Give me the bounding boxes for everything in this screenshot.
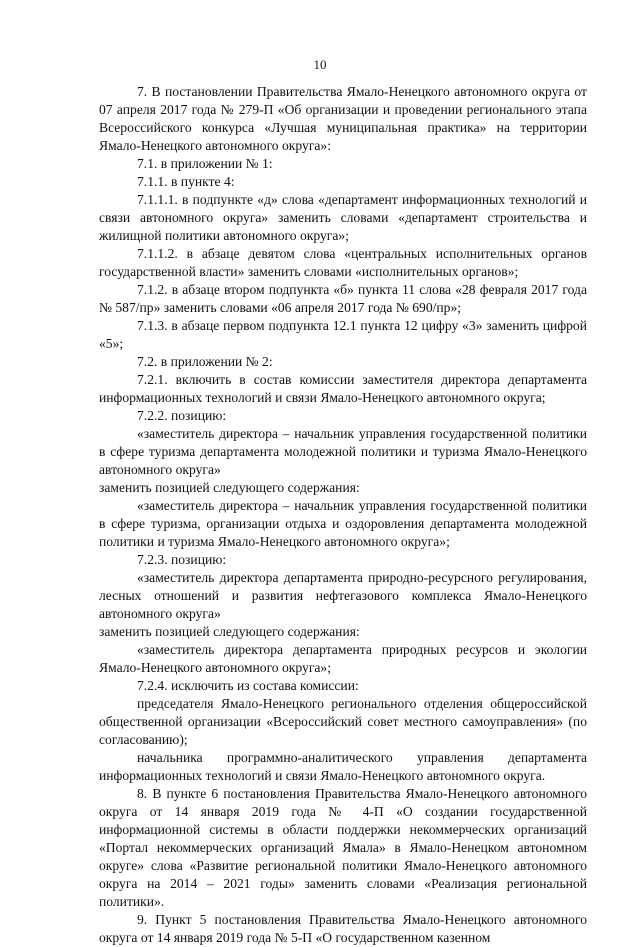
paragraph: 7.1.1. в пункте 4: bbox=[137, 174, 235, 189]
paragraph: председателя Ямало-Ненецкого регионального отделения общероссийской общественной организации «Всероссийский совет местного самоуправления» (по согласованию); bbox=[99, 696, 587, 747]
paragraph: заменить позицией следующего содержания: bbox=[99, 624, 360, 639]
paragraph: «заместитель директора департамента природно-ресурсного регулирования, лесных отношений и развития нефтегазового комплекса Ямало-Ненецкого автономного округа» bbox=[99, 570, 587, 621]
paragraph: 7.1.3. в абзаце первом подпункта 12.1 пункта 12 цифру «3» заменить цифрой «5»; bbox=[99, 318, 587, 351]
paragraph: 9. Пункт 5 постановления Правительства Ямало-Ненецкого автономного округа от 14 января 2019 года № 5-П «О государственном казенном bbox=[99, 912, 587, 945]
paragraph: 7.2.2. позицию: bbox=[137, 408, 227, 423]
paragraph: 7.1.2. в абзаце втором подпункта «б» пункта 11 слова «28 февраля 2017 года № 587/пр» заменить словами «06 апреля 2017 года № 690/пр»; bbox=[99, 282, 587, 315]
paragraph: «заместитель директора – начальник управления государственной политики в сфере туризма, организации отдыха и оздоровления департамента молодежной политики и туризма Ямало-Ненецкого автономного округа»; bbox=[99, 498, 587, 549]
paragraph: 7.2.3. позицию: bbox=[137, 552, 227, 567]
paragraph: «заместитель директора – начальник управления государственной политики в сфере туризма департамента молодежной политики и туризма Ямало-Ненецкого автономного округа» bbox=[99, 426, 587, 477]
paragraph: 8. В пункте 6 постановления Правительства Ямало-Ненецкого автономного округа от 14 января 2019 года № 4-П «О создании государственной информационной системы в области поддержки некоммерческих организаций «Портал некоммерческих организаций Ямала» в Ямало-Ненецком автономном округе» слова «Развитие региональной политики Ямало-Ненецкого автономного округа на 2014 – 2021 годы» заменить словами «Реализация региональной политики». bbox=[99, 786, 587, 909]
paragraph: «заместитель директора департамента природных ресурсов и экологии Ямало-Ненецкого автономного округа»; bbox=[99, 642, 587, 675]
document-body bbox=[99, 83, 587, 947]
paragraph: заменить позицией следующего содержания: bbox=[99, 480, 360, 495]
paragraph: начальника программно-аналитического управления департамента информационных технологий и связи Ямало-Ненецкого автономного округа. bbox=[99, 750, 587, 783]
page-number: 10 bbox=[313, 57, 327, 72]
paragraph: 7.2.1. включить в состав комиссии заместителя директора департамента информационных технологий и связи Ямало-Ненецкого автономного округа; bbox=[99, 372, 587, 405]
paragraph: 7.2. в приложении № 2: bbox=[137, 354, 273, 369]
paragraph: 7.1. в приложении № 1: bbox=[137, 156, 273, 171]
paragraph: 7. В постановлении Правительства Ямало-Ненецкого автономного округа от 07 апреля 2017 года № 279-П «Об организации и проведении регионального этапа Всероссийского конкурса «Лучшая муниципальная практика» на территории Ямало-Ненецкого автономного округа»: bbox=[99, 84, 587, 153]
paragraph: 7.1.1.1. в подпункте «д» слова «департамент информационных технологий и связи автономного округа» заменить словами «департамент строительства и жилищной политики автономного округа»; bbox=[99, 192, 587, 243]
paragraph: 7.2.4. исключить из состава комиссии: bbox=[137, 678, 359, 693]
paragraph: 7.1.1.2. в абзаце девятом слова «центральных исполнительных органов государственной власти» заменить словами «исполнительных органов»; bbox=[99, 246, 587, 279]
